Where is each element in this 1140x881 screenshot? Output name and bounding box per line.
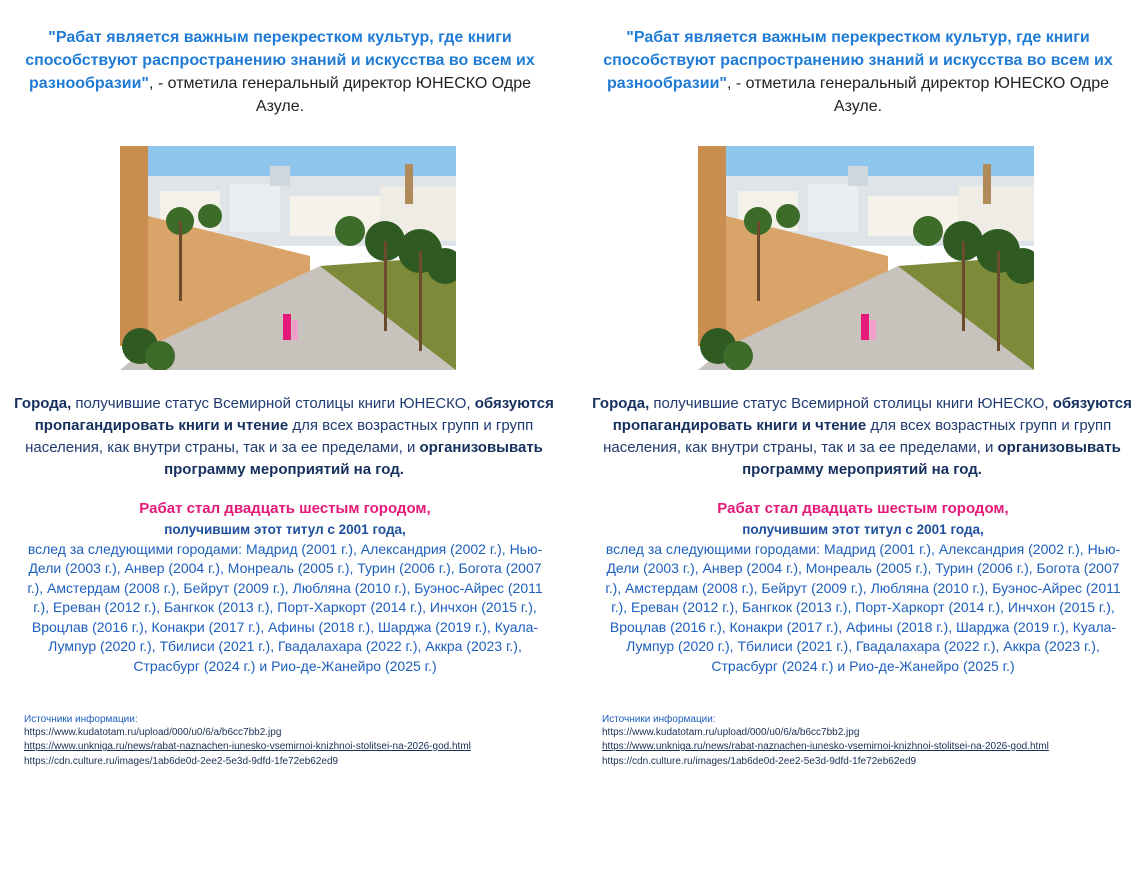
rabat-photo-illustration (120, 146, 456, 370)
events-program-text: организовывать программу мероприятий на год. (742, 439, 1121, 478)
rabat-title: Рабат стал двадцать шестым городом, (717, 500, 1009, 517)
rabat-section (20, 498, 550, 676)
source-link-1[interactable]: https://www.kudatotam.ru/upload/000/u0/6/a/b6cc7bb2.jpg (602, 727, 860, 738)
sources-block (602, 714, 1140, 770)
source-link-3[interactable]: https://cdn.culture.ru/images/1ab6de0d-2ee2-5e3d-9dfd-1fe72eb62ed9 (602, 756, 917, 767)
promote-books-text: обязуются пропагандировать книги и чтение (34, 395, 554, 434)
quote-highlight: "Рабат является важным перекрестком культур, где книги способствуют распространению знаний и искусства во всем их разнообразии" (25, 29, 535, 92)
rabat-photo (120, 146, 456, 370)
cities-list: вслед за следующими городами: Мадрид (2001 г.), Александрия (2002 г.), Нью-Дели (2003 г.), Анвер (2004 г.), Монреаль (2005 г.), Турин (2006 г.), Богота (2007 г.), Амстердам (2008 г.), Бейрут (2009 г.), Любляна (2010 г.), Буэнос-Айрес (2011 г.), Ереван (2012 г.), Бангкок (2013 г.), Порт-Харкорт (2014 г.), Инчхон (2015 г.), Вроцлав (2016 г.), Конакри (2017 г.), Афины (2018 г.), Шарджа (2019 г.), Куала-Лумпур (2020 г.), Тбилиси (2021 г.), Гвадалахара (2022 г.), Аккра (2023 г.), Страсбург (2024 г.) и Рио-де-Жанейро (2025 г.) (27, 540, 543, 674)
para-text-2: для всех возрастных групп и групп населения, как внутри страны, так и за ее пределами, и (25, 417, 534, 456)
quote-highlight: "Рабат является важным перекрестком культур, где книги способствуют распространению знаний и искусства во всем их разнообразии" (603, 29, 1113, 92)
sources-block (24, 714, 564, 770)
sources-label: Источники информации: (24, 714, 138, 725)
rabat-subtitle: получившим этот титул с 2001 года, (742, 522, 984, 537)
obligations-paragraph (14, 393, 554, 481)
events-program-text: организовывать программу мероприятий на год. (164, 439, 543, 478)
rabat-photo-illustration (698, 146, 1034, 370)
rabat-photo (698, 146, 1034, 370)
quote (20, 26, 540, 118)
source-link-1[interactable]: https://www.kudatotam.ru/upload/000/u0/6/a/b6cc7bb2.jpg (24, 727, 282, 738)
rabat-title: Рабат стал двадцать шестым городом, (139, 500, 431, 517)
source-link-2[interactable]: https://www.unkniga.ru/news/rabat-naznachen-iunesko-vsemirnoi-knizhnoi-stolitsei-na-2026-god.html (602, 741, 1049, 752)
promote-books-text: обязуются пропагандировать книги и чтение (612, 395, 1132, 434)
quote-attribution: , - отметила генеральный директор ЮНЕСКО Одре Азуле. (727, 75, 1109, 115)
para-text-1: получившие статус Всемирной столицы книги ЮНЕСКО, (649, 395, 1053, 412)
source-link-3[interactable]: https://cdn.culture.ru/images/1ab6de0d-2ee2-5e3d-9dfd-1fe72eb62ed9 (24, 756, 339, 767)
rabat-subtitle: получившим этот титул с 2001 года, (164, 522, 406, 537)
leaflet-page-right (578, 0, 1140, 881)
rabat-section (598, 498, 1128, 676)
source-link-2[interactable]: https://www.unkniga.ru/news/rabat-naznachen-iunesko-vsemirnoi-knizhnoi-stolitsei-na-2026-god.html (24, 741, 471, 752)
quote (598, 26, 1118, 118)
obligations-paragraph (592, 393, 1132, 481)
cities-label: Города, (592, 395, 650, 412)
para-text-1: получившие статус Всемирной столицы книги ЮНЕСКО, (71, 395, 475, 412)
sources-label: Источники информации: (602, 714, 716, 725)
cities-label: Города, (14, 395, 72, 412)
quote-attribution: , - отметила генеральный директор ЮНЕСКО Одре Азуле. (149, 75, 531, 115)
cities-list: вслед за следующими городами: Мадрид (2001 г.), Александрия (2002 г.), Нью-Дели (2003 г.), Анвер (2004 г.), Монреаль (2005 г.), Турин (2006 г.), Богота (2007 г.), Амстердам (2008 г.), Бейрут (2009 г.), Любляна (2010 г.), Буэнос-Айрес (2011 г.), Ереван (2012 г.), Бангкок (2013 г.), Порт-Харкорт (2014 г.), Инчхон (2015 г.), Вроцлав (2016 г.), Конакри (2017 г.), Афины (2018 г.), Шарджа (2019 г.), Куала-Лумпур (2020 г.), Тбилиси (2021 г.), Гвадалахара (2022 г.), Аккра (2023 г.), Страсбург (2024 г.) и Рио-де-Жанейро (2025 г.) (605, 540, 1121, 674)
para-text-2: для всех возрастных групп и групп населения, как внутри страны, так и за ее пределами, и (603, 417, 1112, 456)
